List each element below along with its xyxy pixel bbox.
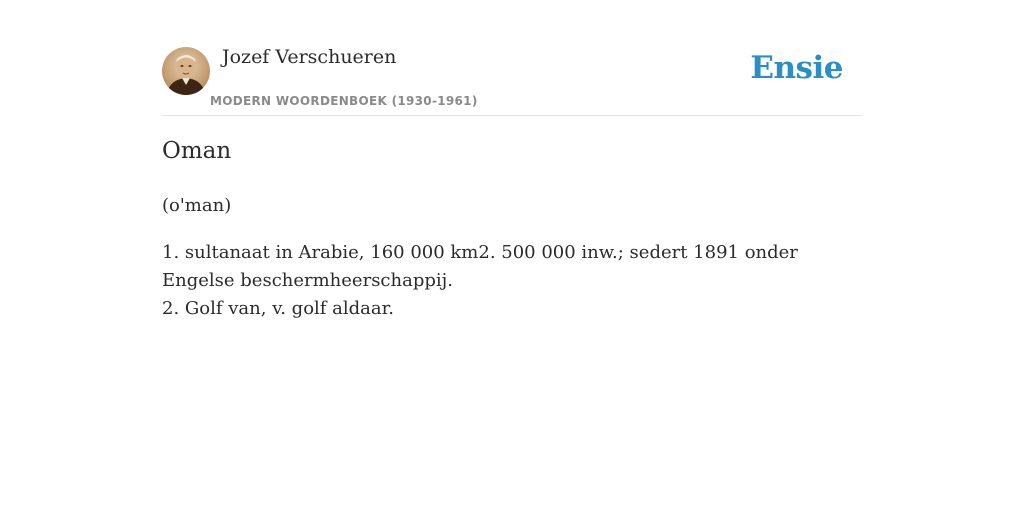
entry-definition-2: 2. Golf van, v. golf aldaar.: [162, 298, 394, 319]
entry-definition-1: 1. sultanaat in Arabie, 160 000 km2. 500 000 inw.; sedert 1891 onder Engelse beschermheerschappij.: [162, 242, 798, 291]
entry-title: Oman: [162, 138, 232, 164]
entry-content: [162, 192, 862, 323]
author-name[interactable]: Jozef Verschueren: [222, 46, 397, 68]
source-label: MODERN WOORDENBOEK (1930-1961): [210, 94, 478, 108]
header: [162, 44, 862, 116]
ensie-logo[interactable]: Ensie: [750, 50, 843, 86]
author-portrait-icon: [162, 47, 210, 95]
author-avatar[interactable]: [162, 47, 210, 95]
entry-pronunciation: (o'man): [162, 195, 232, 216]
